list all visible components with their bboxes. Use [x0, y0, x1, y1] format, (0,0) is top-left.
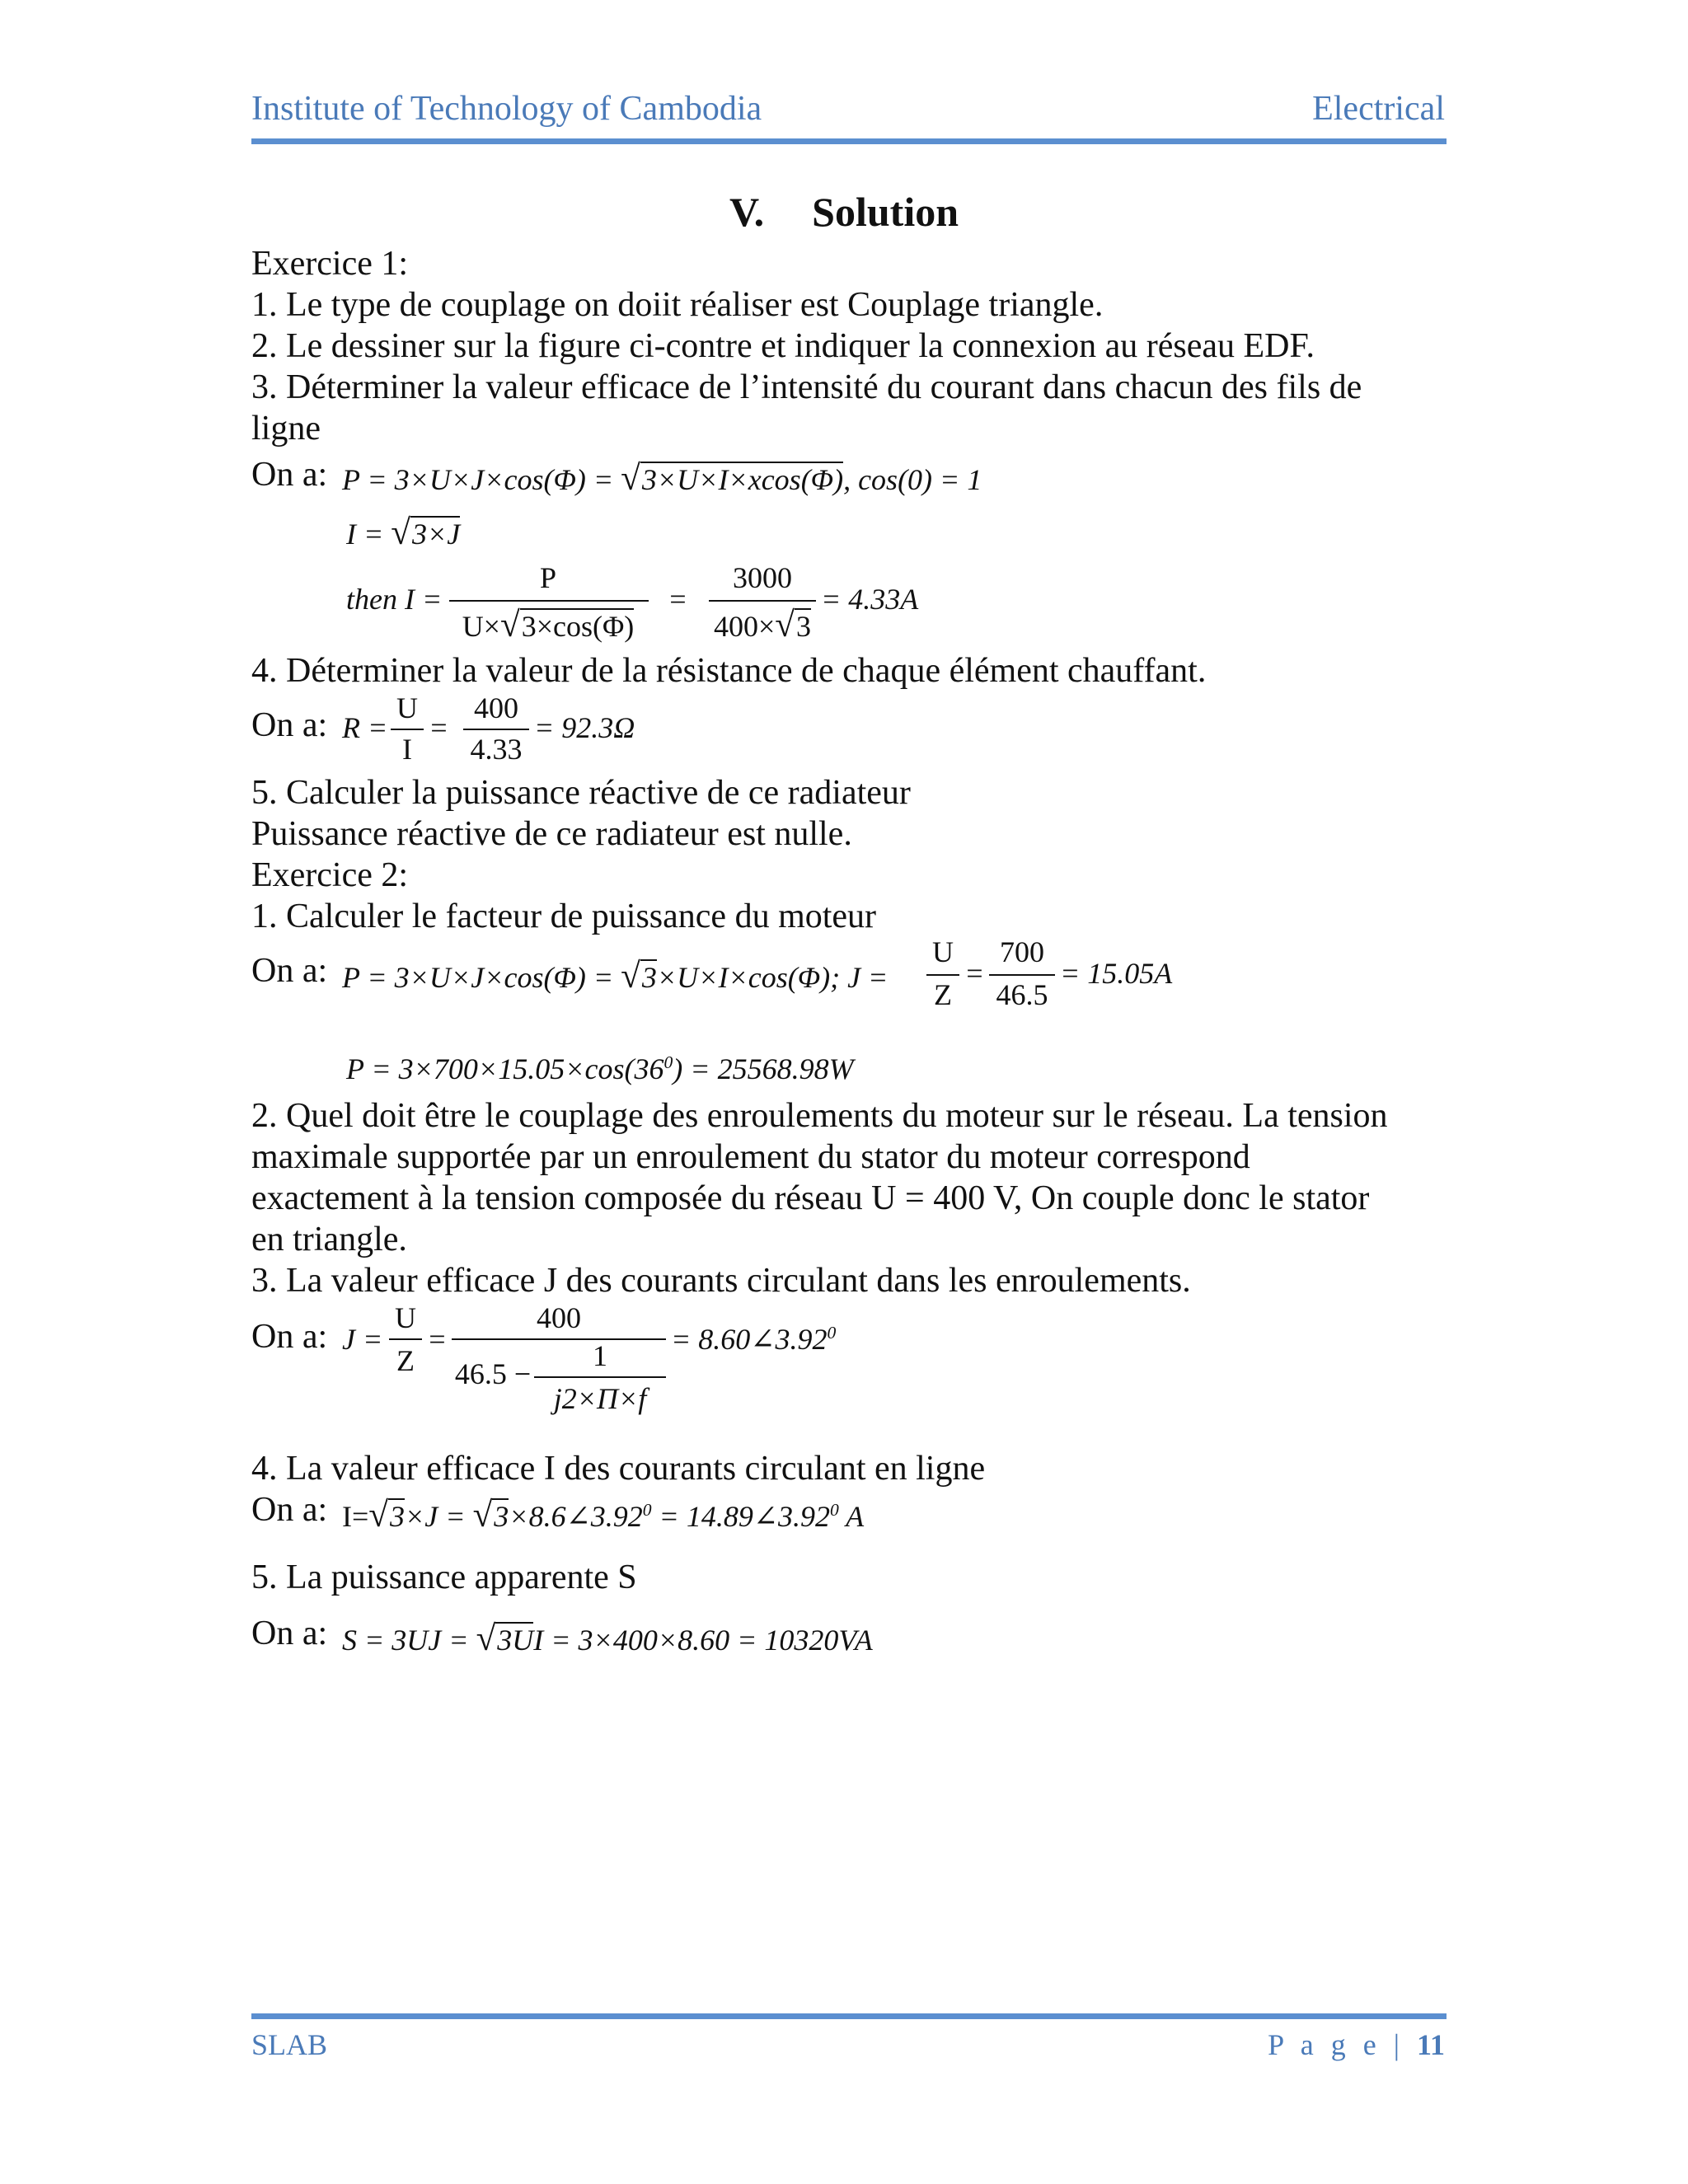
section-number: V.: [729, 189, 765, 235]
ex1-answer-5: Puissance réactive de ce radiateur est nulle.: [251, 815, 852, 853]
fraction-400-numerator: 400: [474, 691, 518, 724]
fraction-line: [926, 974, 959, 976]
equation-power-ex1: P = 3×U×J×cos(Φ) = √3×U×I×xcos(Φ), cos(0) = 1: [342, 459, 982, 498]
equation-j-prefix: J =: [342, 1323, 383, 1356]
header-department: Electrical: [1312, 90, 1445, 128]
fraction-j2pif-denominator: j2×Π×f: [553, 1382, 647, 1415]
equals-sign: =: [429, 711, 449, 744]
ex2-question-2-line-1: 2. Quel doit être le couplage des enroulements du moteur sur le réseau. La tension: [251, 1097, 1388, 1135]
equation-apparent-power: S = 3UJ = √3UI = 3×400×8.60 = 10320VA: [342, 1619, 873, 1658]
current-j-phasor-result: = $8.60\angle 3.92^0$: [671, 1323, 837, 1356]
ex1-question-2: 2. Le dessiner sur la figure ci-contre et indiquer la connexion au réseau EDF.: [251, 327, 1315, 365]
ex2-question-5: 5. La puissance apparente S: [251, 1558, 637, 1596]
fraction-line: [449, 600, 649, 602]
equation-current-prefix: then I =: [346, 583, 443, 616]
ex2-question-3: 3. La valeur efficace J des courants circulant dans les enroulements.: [251, 1262, 1191, 1300]
ex2-question-2-line-4: en triangle.: [251, 1221, 407, 1258]
fraction-u-numerator: U: [396, 691, 418, 724]
fraction-p-numerator: P: [539, 561, 557, 594]
fraction-3000-denominator: 400×√3: [713, 606, 811, 644]
equals-sign: =: [427, 1323, 448, 1356]
ex2-question-1: 1. Calculer le facteur de puissance du moteur: [251, 898, 877, 935]
fraction-1-numerator: 1: [593, 1339, 607, 1372]
ex1-question-1: 1. Le type de couplage on doiit réaliser est Couplage triangle.: [251, 286, 1104, 324]
equation-line-current: $I=√3\times J = √3\times 8.6\angle 3.92^0$ = $14.89\angle 3.92^0$ A: [342, 1496, 865, 1535]
on-a-label: On a:: [251, 706, 328, 744]
on-a-label: On a:: [251, 952, 328, 990]
header-institute: Institute of Technology of Cambodia: [251, 90, 762, 128]
fraction-u-numerator: U: [395, 1301, 416, 1334]
equation-power-result: $P = 3\times 700\times 15.05\times\cos(36^0) = 25568.98W$: [346, 1052, 854, 1085]
header-rule: [251, 138, 1447, 144]
fraction-p-denominator: U×√3×cos(Φ): [462, 606, 635, 644]
fraction-line: [709, 600, 816, 602]
current-j-result: = 15.05A: [1060, 957, 1173, 990]
ex2-question-2-line-2: maximale supportée par un enroulement du stator du moteur correspond: [251, 1138, 1250, 1176]
fraction-700-numerator: 700: [1000, 935, 1044, 968]
ex1-question-3-cont: ligne: [251, 410, 321, 448]
footer-rule: [251, 2013, 1447, 2019]
section-title: [0, 188, 1688, 236]
equals-sign: =: [668, 583, 688, 616]
impedance-real-part: 46.5 −: [454, 1357, 532, 1390]
exercise-1-heading: Exercice 1:: [251, 245, 409, 283]
fraction-465-denominator: 46.5: [996, 978, 1048, 1011]
ex1-question-4: 4. Déterminer la valeur de la résistance de chaque élément chauffant.: [251, 652, 1207, 690]
fraction-line: [389, 1338, 422, 1340]
fraction-line: [534, 1376, 666, 1378]
equation-power-ex2: P = 3×U×J×cos(Φ) = √3×U×I×cos(Φ); J =: [342, 957, 889, 996]
on-a-label: On a:: [251, 1615, 328, 1652]
fraction-400-numerator: 400: [537, 1301, 581, 1334]
equation-current-relation: I = √3×J: [346, 513, 461, 552]
equation-resistance-prefix: R =: [342, 711, 388, 744]
fraction-line: [989, 974, 1055, 976]
ex2-question-4: 4. La valeur efficace I des courants circulant en ligne: [251, 1450, 986, 1488]
on-a-label: On a:: [251, 1491, 328, 1529]
ex1-question-5: 5. Calculer la puissance réactive de ce radiateur: [251, 774, 911, 812]
fraction-3000-numerator: 3000: [733, 561, 792, 594]
fraction-z-denominator: Z: [396, 1344, 415, 1377]
fraction-z-denominator: Z: [934, 978, 952, 1011]
on-a-label: On a:: [251, 456, 328, 494]
exercise-2-heading: Exercice 2:: [251, 856, 409, 894]
equals-sign: =: [964, 957, 985, 990]
on-a-label: On a:: [251, 1318, 328, 1356]
footer-author: SLAB: [251, 2028, 328, 2061]
footer-page: P a g e | 11: [1268, 2028, 1445, 2061]
resistance-result: = 92.3Ω: [534, 711, 635, 744]
ex1-question-3: 3. Déterminer la valeur efficace de l’intensité du courant dans chacun des fils de: [251, 368, 1362, 406]
ex2-question-2-line-3: exactement à la tension composée du réseau U = 400 V, On couple donc le stator: [251, 1179, 1370, 1217]
fraction-line: [391, 729, 424, 730]
section-title-text: Solution: [812, 189, 959, 235]
fraction-i-denominator: I: [402, 733, 412, 766]
fraction-line: [463, 729, 529, 730]
current-result: = 4.33A: [821, 583, 919, 616]
fraction-u-numerator: U: [932, 935, 954, 968]
fraction-433-denominator: 4.33: [470, 733, 523, 766]
page-number: 11: [1416, 2028, 1445, 2061]
